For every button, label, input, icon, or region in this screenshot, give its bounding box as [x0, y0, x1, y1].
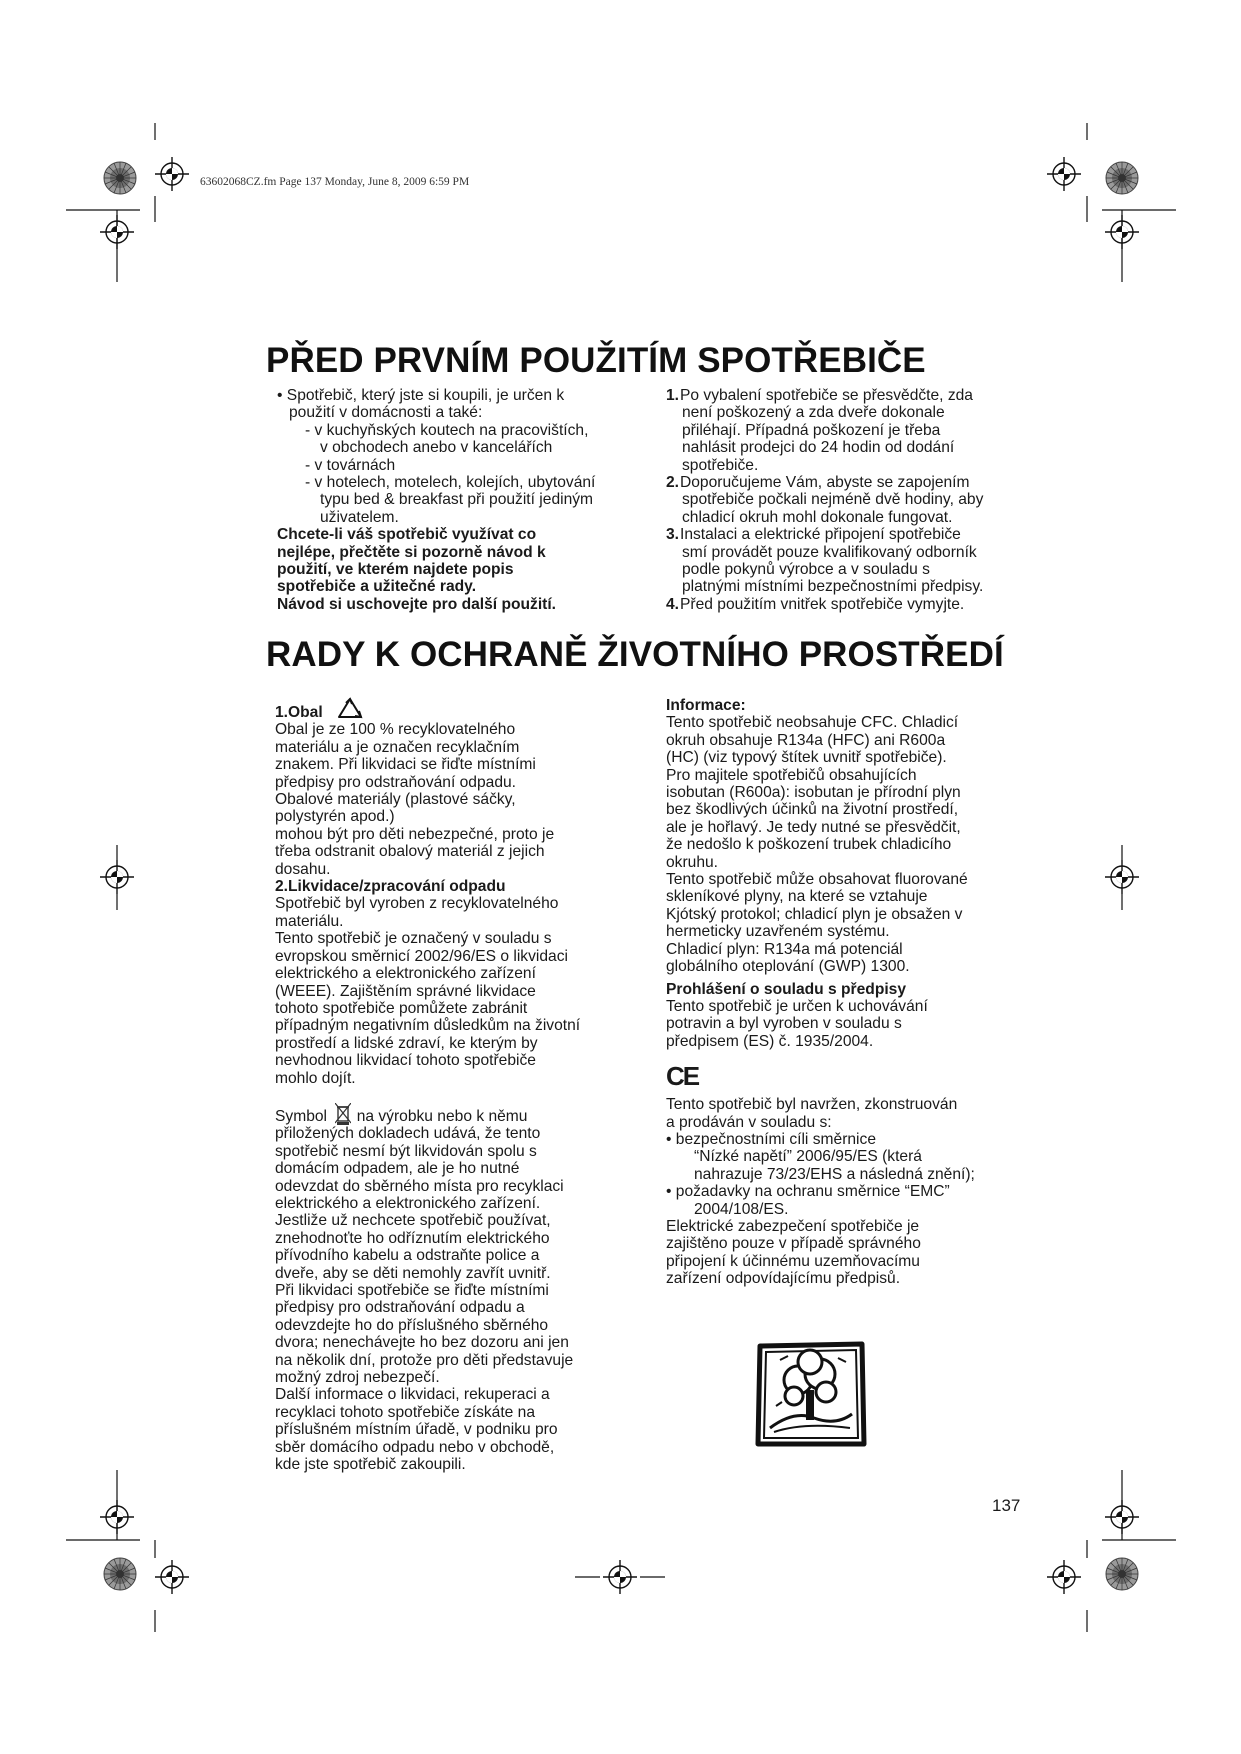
- section1-left-column: [277, 387, 637, 613]
- elektricke-line: zařízení odpovídajícímu předpisů.: [666, 1270, 901, 1288]
- bold-advice: Návod si uschovejte pro další použití.: [277, 595, 557, 613]
- section-title-before-first-use: PŘED PRVNÍM POUŽITÍM SPOTŘEBIČE: [266, 341, 926, 380]
- informace-paragraph: [666, 714, 1046, 975]
- informace-heading: Informace:: [666, 697, 746, 714]
- symbol-line: dveře, aby se děti nemohly zavřít uvnitř.: [275, 1264, 551, 1282]
- informace-line: Chladicí plyn: R134a má potenciál: [666, 940, 903, 958]
- obal-line: polystyrén apod.): [275, 808, 395, 826]
- symbol-text: Symbol: [275, 1107, 327, 1125]
- obal-line: Obal je ze 100 % recyklovatelného: [275, 721, 516, 739]
- item-text: spotřebiče.: [682, 456, 759, 474]
- informace-line: globálního oteplování (GWP) 1300.: [666, 958, 910, 976]
- symbol-line: možný zdroj nebezpečí.: [275, 1369, 440, 1387]
- sub-item: uživatelem.: [320, 508, 399, 526]
- symbol-line: Při likvidaci spotřebiče se řiďte místními: [275, 1282, 549, 1299]
- intro-line: použití v domácnosti a také:: [289, 404, 483, 422]
- symbol-paragraph: [275, 1125, 635, 1473]
- item-text: Instalaci a elektrické připojení spotřebiče: [680, 526, 961, 544]
- symbol-line: [275, 1103, 635, 1125]
- item-text: nahlásit prodejci do 24 hodin od dodání: [682, 439, 955, 457]
- ce-mark: CE: [666, 1061, 699, 1092]
- symbol-line: dvora; nenechávejte ho bez dozoru ani jen: [275, 1334, 569, 1352]
- section-title-environment: RADY K OCHRANĚ ŽIVOTNÍHO PROSTŘEDÍ: [266, 635, 1004, 674]
- obal-line: předpisy pro odstraňování odpadu.: [275, 773, 517, 791]
- item-text: platnými místními bezpečnostními předpisy.: [682, 578, 984, 596]
- likvidace-line: prostředí a lidské zdraví, ke kterým by: [275, 1034, 538, 1052]
- obal-line: Obalové materiály (plastové sáčky,: [275, 791, 516, 809]
- informace-line: ale je hořlavý. Je tedy nutné se přesvědčit,: [666, 818, 961, 836]
- informace-line: isobutan (R600a): isobutan je přírodní plyn: [666, 784, 961, 802]
- section2-left-column: [275, 697, 635, 1473]
- item-text: Po vybalení spotřebiče se přesvědčte, zda: [680, 387, 973, 404]
- item-text: chladicí okruh mohl dokonale fungovat.: [682, 508, 953, 526]
- navrzen-paragraph: [666, 1096, 1046, 1131]
- bullet-item: nahrazuje 73/23/EHS a následná znění);: [694, 1165, 975, 1183]
- informace-line: Pro majitele spotřebičů obsahujících: [666, 766, 917, 784]
- item-text: Doporučujeme Vám, abyste se zapojením: [680, 474, 970, 492]
- likvidace-line: (WEEE). Zajištěním správné likvidace: [275, 982, 536, 1000]
- obal-line: znakem. Při likvidaci se řiďte místními: [275, 756, 536, 774]
- symbol-line: Další informace o likvidaci, rekuperaci a: [275, 1386, 550, 1404]
- item-number: 4.: [666, 595, 680, 613]
- prohlaseni-line: potravin a byl vyroben v souladu s: [666, 1015, 902, 1033]
- page-number: 137: [992, 1496, 1021, 1515]
- likvidace-paragraph: [275, 895, 635, 1086]
- likvidace-line: tohoto spotřebiče pomůžete zabránit: [275, 999, 528, 1017]
- bullet-item: 2004/108/ES.: [694, 1200, 789, 1218]
- symbol-line: spotřebič nesmí být likvidován spolu s: [275, 1142, 537, 1160]
- likvidace-line: materiálu.: [275, 912, 344, 930]
- item-text: podle pokynů výrobce a v souladu s: [682, 561, 930, 579]
- item-number: 3.: [666, 526, 680, 544]
- item-number: 2.: [666, 474, 680, 492]
- item-text: Před použitím vnitřek spotřebiče vymyjte.: [680, 595, 965, 613]
- likvidace-line: nevhodnou likvidací tohoto spotřebiče: [275, 1052, 536, 1070]
- likvidace-line: případným negativním důsledkům na životní: [275, 1017, 581, 1035]
- likvidace-line: elektrického a elektronického zařízení: [275, 965, 536, 983]
- informace-line: skleníkové plyny, na které se vztahuje: [666, 888, 928, 906]
- crop-marks-top-left: [66, 123, 155, 282]
- symbol-line: přívodního kabelu a odstraňte police a: [275, 1247, 540, 1265]
- elektricke-line: zajištěno pouze v případě správného: [666, 1235, 921, 1253]
- section1-right-column: [666, 387, 1046, 613]
- elektricke-line: připojení k účinnému uzemňovacímu: [666, 1252, 920, 1270]
- tree-logo-icon: [754, 1340, 868, 1448]
- symbol-line: sběr domácího odpadu nebo v obchodě,: [275, 1438, 555, 1456]
- elektricke-paragraph: [666, 1218, 1046, 1288]
- informace-line: (HC) (viz typový štítek uvnitř spotřebiče).: [666, 749, 947, 767]
- prohlaseni-paragraph: [666, 998, 1046, 1050]
- navrzen-line: Tento spotřebič byl navržen, zkonstruován: [666, 1096, 958, 1114]
- obal-line: materiálu a je označen recyklačním: [275, 738, 520, 756]
- bullet-item: • požadavky na ochranu směrnice “EMC”: [666, 1183, 950, 1201]
- symbol-line: předpisy pro odstraňování odpadu a: [275, 1299, 525, 1317]
- prohlaseni-line: Tento spotřebič je určen k uchovávání: [666, 997, 928, 1015]
- likvidace-line: mohlo dojít.: [275, 1069, 356, 1087]
- bold-advice: spotřebiče a užitečné rady.: [277, 578, 477, 596]
- bold-advice: Chcete-li váš spotřebič využívat co: [277, 526, 537, 544]
- symbol-line: Jestliže už nechcete spotřebič používat,: [275, 1212, 551, 1230]
- sub-item: typu bed & breakfast při použití jediným: [320, 491, 594, 509]
- sub-item: v obchodech anebo v kancelářích: [320, 439, 553, 457]
- elektricke-line: Elektrické zabezpečení spotřebiče je: [666, 1217, 920, 1235]
- obal-heading-text: 1.Obal: [275, 704, 323, 721]
- likvidace-heading: 2.Likvidace/zpracování odpadu: [275, 878, 506, 896]
- obal-line: třeba odstranit obalový materiál z jejich: [275, 843, 545, 861]
- symbol-line: přiložených dokladech udává, že tento: [275, 1125, 541, 1143]
- obal-line: dosahu.: [275, 860, 331, 878]
- likvidace-line: Tento spotřebič je označený v souladu s: [275, 930, 552, 948]
- symbol-line: kde jste spotřebič zakoupili.: [275, 1456, 466, 1474]
- intro-line: • Spotřebič, který jste si koupili, je určen k: [277, 387, 565, 404]
- item-number: 1.: [666, 387, 680, 404]
- bold-advice: nejlépe, přečtěte si pozorně návod k: [277, 543, 546, 561]
- section2-right-column: [666, 697, 1046, 1288]
- likvidace-line: evropskou směrnicí 2002/96/ES o likvidaci: [275, 947, 568, 965]
- symbol-line: znehodnoťte ho odříznutím elektrického: [275, 1229, 550, 1247]
- obal-heading: [275, 697, 635, 721]
- symbol-line: recyklaci tohoto spotřebiče získáte na: [275, 1403, 536, 1421]
- bold-advice: použití, ve kterém najdete popis: [277, 561, 514, 579]
- informace-line: Kjótský protokol; chladicí plyn je obsažen v: [666, 905, 963, 923]
- symbol-line: na několik dní, protože pro děti představuje: [275, 1351, 574, 1369]
- item-text: smí provádět pouze kvalifikovaný odborník: [682, 543, 977, 561]
- obal-line: mohou být pro děti nebezpečné, proto je: [275, 825, 555, 843]
- likvidace-line: Spotřebič byl vyroben z recyklovatelného: [275, 895, 559, 913]
- informace-line: bez škodlivých účinků na životní prostředí,: [666, 801, 959, 819]
- symbol-line: odevzdejte ho do příslušného sběrného: [275, 1316, 549, 1334]
- informace-line: hermeticky uzavřeném systému.: [666, 923, 890, 941]
- navrzen-line: a prodáván v souladu s:: [666, 1113, 832, 1131]
- item-text: spotřebiče počkali nejméně dvě hodiny, aby: [682, 491, 984, 509]
- sub-item: - v továrnách: [305, 456, 396, 474]
- crossed-bin-icon: [335, 1103, 351, 1125]
- item-text: není poškozený a zda dveře dokonale: [682, 404, 945, 422]
- symbol-line: elektrického a elektronického zařízení.: [275, 1194, 541, 1212]
- item-text: přiléhají. Případná poškození je třeba: [682, 421, 941, 439]
- prohlaseni-line: předpisem (ES) č. 1935/2004.: [666, 1032, 874, 1050]
- bullet-item: “Nízké napětí” 2006/95/ES (která: [694, 1148, 922, 1166]
- informace-line: okruh obsahuje R134a (HFC) ani R600a: [666, 731, 946, 749]
- sub-item: - v kuchyňských koutech na pracovištích,: [305, 421, 589, 439]
- symbol-line: domácím odpadem, ale je ho nutné: [275, 1160, 520, 1178]
- recycle-icon: [337, 697, 363, 719]
- informace-line: okruhu.: [666, 853, 719, 871]
- informace-line: že nedošlo k poškození trubek chladicího: [666, 836, 952, 854]
- informace-line: Tento spotřebič neobsahuje CFC. Chladicí: [666, 714, 959, 732]
- file-slug: 63602068CZ.fm Page 137 Monday, June 8, 2009 6:59 PM: [200, 176, 470, 188]
- symbol-line: příslušném místním úřadě, v podniku pro: [275, 1421, 558, 1439]
- sub-item: - v hotelech, motelech, kolejích, ubytování: [305, 474, 596, 492]
- obal-paragraph: [275, 721, 635, 878]
- prohlaseni-heading: Prohlášení o souladu s předpisy: [666, 980, 907, 998]
- symbol-line: odevzdat do sběrného místa pro recyklaci: [275, 1177, 564, 1195]
- bullet-item: • bezpečnostními cíli směrnice: [666, 1130, 876, 1148]
- informace-line: Tento spotřebič může obsahovat fluorované: [666, 871, 968, 889]
- symbol-text: na výrobku nebo k němu: [356, 1107, 528, 1125]
